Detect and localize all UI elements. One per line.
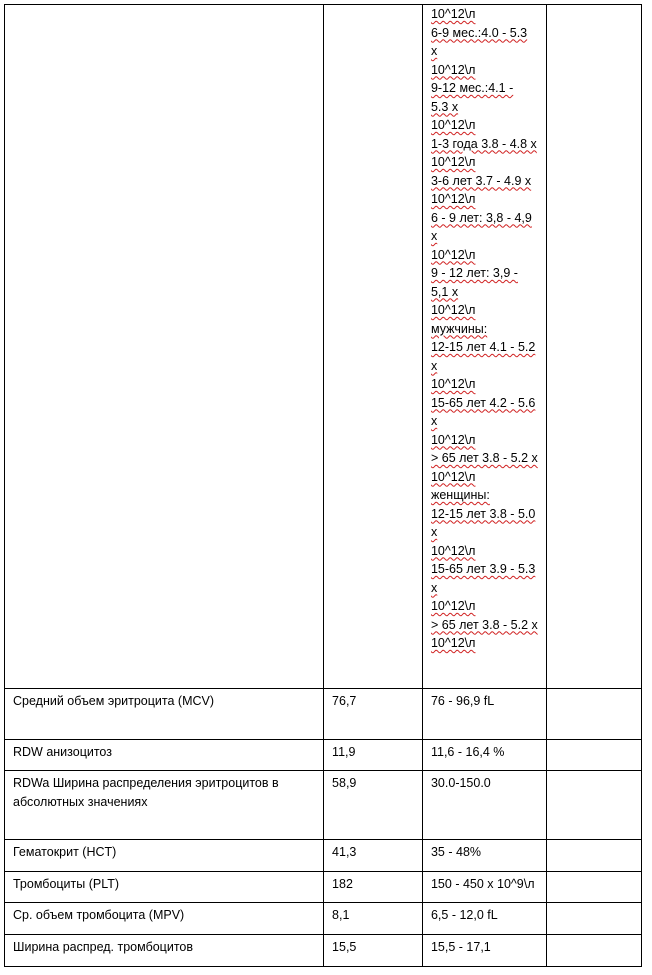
- reference-range-cell: [422, 689, 547, 740]
- notes-cell: [547, 689, 642, 740]
- test-value: 58,9: [332, 776, 357, 790]
- reference-range-line: 10^12\л: [430, 543, 476, 558]
- notes-cell: [547, 740, 642, 771]
- test-name-cell: [5, 872, 324, 903]
- test-name: Ширина распред. тромбоцитов: [13, 940, 194, 954]
- test-name: RDWa Ширина распределения эритроцитов в абсолютных значениях: [13, 776, 279, 809]
- reference-range-cell: [422, 872, 547, 903]
- notes-cell: [547, 840, 642, 872]
- test-value: 76,7: [332, 694, 357, 708]
- test-value: 41,3: [332, 845, 357, 859]
- reference-range-line: x: [430, 525, 438, 539]
- notes-cell: [547, 771, 642, 840]
- reference-range-line: 10^12\л: [430, 469, 476, 484]
- reference-range-line: 10^12\л: [430, 118, 476, 132]
- reference-range-line: 10^12\л: [430, 636, 476, 650]
- value-cell: [324, 903, 423, 935]
- value-cell: [324, 771, 423, 840]
- reference-range-line: 12-15 лет 4.1 - 5.2: [430, 340, 536, 354]
- table-row: [5, 840, 642, 872]
- reference-range-cell: [422, 5, 547, 689]
- reference-range: 6,5 - 12,0 fL: [430, 908, 498, 922]
- reference-range-line: мужчины:: [430, 321, 488, 336]
- reference-range-line: 10^12\л: [430, 7, 476, 21]
- notes-cell: [547, 872, 642, 903]
- table-row: [5, 689, 642, 740]
- test-name: Гематокрит (HCT): [13, 845, 117, 859]
- reference-range-line: > 65 лет 3.8 - 5.2 x: [430, 451, 538, 465]
- notes-cell: [547, 935, 642, 967]
- reference-range-line: 15-65 лет 3.9 - 5.3: [430, 562, 536, 576]
- reference-range-line: 10^12\л: [430, 377, 476, 391]
- reference-range: 150 - 450 x 10^9\л: [430, 877, 535, 891]
- reference-range-line: 6-9 мес.:4.0 - 5.3: [430, 25, 528, 40]
- reference-range-line: 10^12\л: [430, 599, 476, 613]
- reference-range: 15,5 - 17,1: [430, 940, 491, 954]
- table-row: [5, 771, 642, 840]
- notes-cell: [547, 5, 642, 689]
- reference-range-line: 10^12\л: [430, 155, 476, 169]
- reference-range-line: 1-3 года 3.8 - 4.8 x: [430, 136, 537, 151]
- table-row: [5, 740, 642, 771]
- test-name: Тромбоциты (PLT): [13, 877, 120, 891]
- test-name: RDW анизоцитоз: [13, 745, 112, 759]
- test-name-cell: [5, 740, 324, 771]
- test-name-cell: [5, 903, 324, 935]
- reference-range-line: 10^12\л: [430, 247, 476, 262]
- value-cell: [324, 840, 423, 872]
- test-name-cell: [5, 5, 324, 689]
- value-cell: [324, 689, 423, 740]
- reference-range-cell: [422, 903, 547, 935]
- reference-range-line: 5.3 x: [430, 99, 459, 114]
- reference-range-line: 15-65 лет 4.2 - 5.6: [430, 395, 536, 410]
- test-value: 8,1: [332, 908, 350, 922]
- reference-range-line: x: [430, 414, 438, 428]
- test-name-cell: [5, 771, 324, 840]
- reference-range-cell: [422, 840, 547, 872]
- reference-range-cell: [422, 740, 547, 771]
- reference-range-line: x: [430, 580, 438, 595]
- notes-cell: [547, 903, 642, 935]
- reference-range-lines: [431, 5, 541, 653]
- reference-range-line: 3-6 лет 3.7 - 4.9 x: [430, 173, 532, 188]
- table-row: [5, 5, 642, 689]
- test-name-cell: [5, 935, 324, 967]
- reference-range-line: 12-15 лет 3.8 - 5.0: [430, 506, 536, 521]
- value-cell: [324, 872, 423, 903]
- table-row: [5, 935, 642, 967]
- reference-range-line: 9 - 12 лет: 3,9 -: [430, 266, 518, 280]
- test-value: 11,9: [332, 745, 356, 759]
- reference-range-line: x: [430, 44, 438, 58]
- test-name: Средний объем эритроцита (MCV): [13, 694, 215, 708]
- test-value: 182: [332, 877, 353, 891]
- reference-range: 76 - 96,9 fL: [430, 694, 495, 708]
- reference-range: 11,6 - 16,4 %: [430, 745, 505, 759]
- test-name-cell: [5, 840, 324, 872]
- value-cell: [324, 5, 423, 689]
- reference-range-line: женщины:: [430, 488, 490, 502]
- reference-range-line: 10^12\л: [430, 62, 476, 77]
- test-name-cell: [5, 689, 324, 740]
- reference-range-line: > 65 лет 3.8 - 5.2 x: [430, 617, 538, 632]
- reference-range-line: 6 - 9 лет: 3,8 - 4,9: [430, 210, 532, 225]
- reference-range-line: 5,1 x: [430, 284, 459, 299]
- reference-range-line: 9-12 мес.:4.1 -: [430, 81, 514, 95]
- table-row: [5, 872, 642, 903]
- reference-range-line: 10^12\л: [430, 303, 476, 317]
- value-cell: [324, 740, 423, 771]
- reference-range-cell: [422, 771, 547, 840]
- reference-range-line: 10^12\л: [430, 192, 476, 206]
- test-value: 15,5: [332, 940, 357, 954]
- reference-range-cell: [422, 935, 547, 967]
- lab-results-table: [4, 4, 642, 967]
- reference-range-line: x: [430, 358, 438, 373]
- value-cell: [324, 935, 423, 967]
- reference-range-line: x: [430, 229, 438, 243]
- reference-range-line: 10^12\л: [430, 432, 476, 447]
- reference-range: 30.0-150.0: [430, 776, 491, 790]
- reference-range: 35 - 48%: [430, 845, 482, 859]
- table-row: [5, 903, 642, 935]
- test-name: Ср. объем тромбоцита (MPV): [13, 908, 185, 922]
